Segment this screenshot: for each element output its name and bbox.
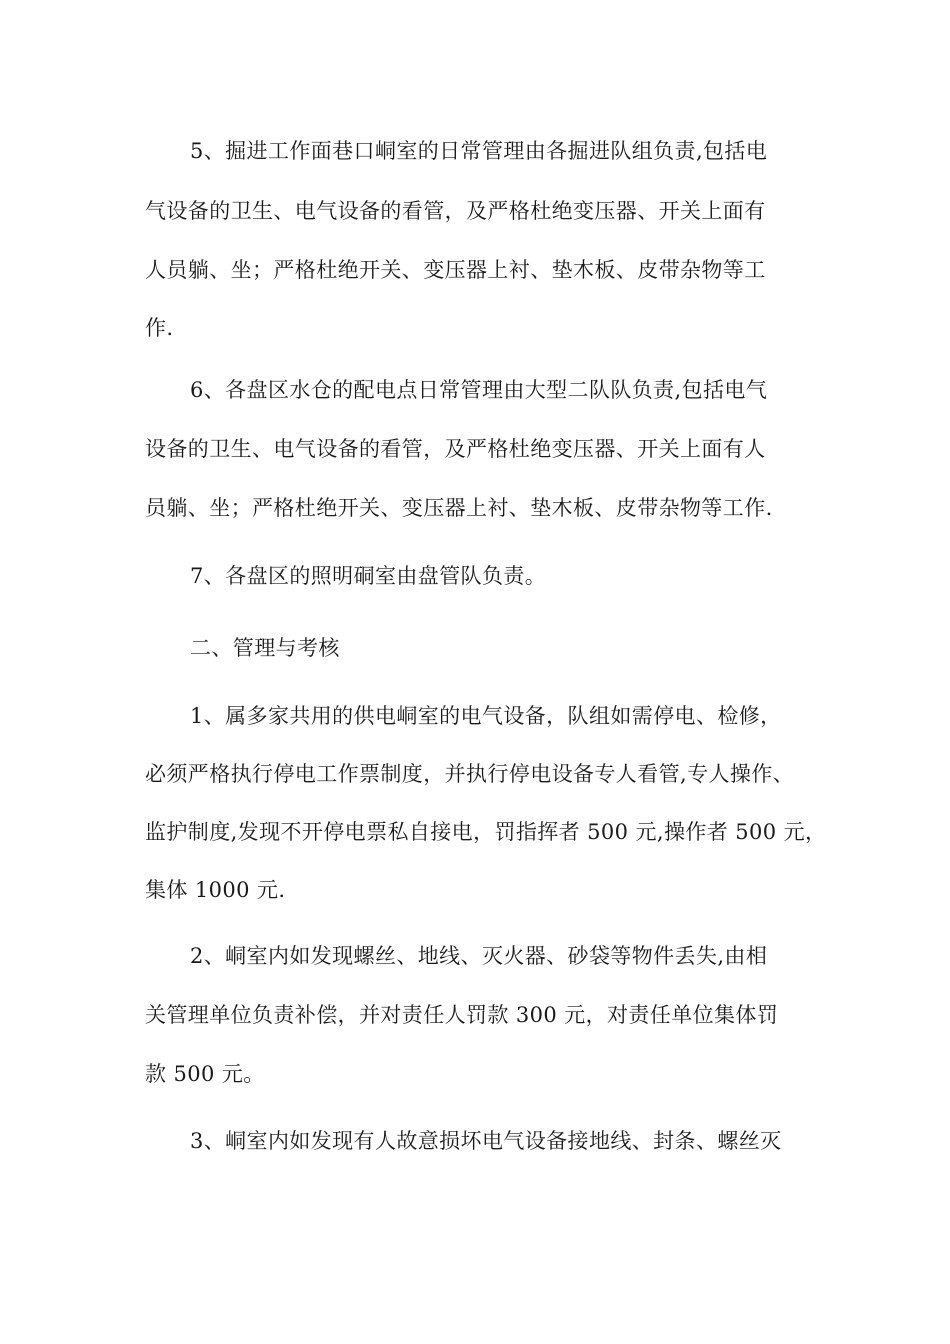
paragraph-5-line-2: 气设备的卫生、电气设备的看管，及严格杜绝变压器、开关上面有 bbox=[145, 199, 766, 223]
paragraph-7-line-1: 7、各盘区的照明硐室由盘管队负责。 bbox=[190, 564, 547, 588]
paragraph-5-line-1: 5、掘进工作面巷口峒室的日常管理由各掘进队组负责,包括电 bbox=[190, 139, 768, 163]
item-1-line-1: 1、属多家共用的供电峒室的电气设备，队组如需停电、检修， bbox=[190, 704, 782, 728]
paragraph-5-line-4: 作. bbox=[145, 316, 174, 340]
item-2-line-3: 款 500 元。 bbox=[145, 1062, 265, 1086]
item-3-line-1: 3、峒室内如发现有人故意损坏电气设备接地线、封条、螺丝灭 bbox=[190, 1129, 782, 1153]
item-2-line-2: 关管理单位负责补偿，并对责任人罚款 300 元，对责任单位集体罚 bbox=[145, 1003, 779, 1027]
item-2-line-1: 2、峒室内如发现螺丝、地线、灭火器、砂袋等物件丢失,由相 bbox=[190, 944, 768, 968]
item-1-line-3: 监护制度,发现不开停电票私自接电，罚指挥者 500 元,操作者 500 元， bbox=[145, 820, 827, 844]
paragraph-6-line-3: 员躺、坐；严格杜绝开关、变压器上衬、垫木板、皮带杂物等工作. bbox=[145, 496, 773, 520]
section-heading: 二、管理与考核 bbox=[190, 636, 340, 660]
paragraph-6-line-2: 设备的卫生、电气设备的看管，及严格杜绝变压器、开关上面有人 bbox=[145, 437, 766, 461]
item-1-line-2: 必须严格执行停电工作票制度，并执行停电设备专人看管,专人操作、 bbox=[145, 762, 795, 786]
paragraph-5-line-3: 人员躺、坐；严格杜绝开关、变压器上衬、垫木板、皮带杂物等工 bbox=[145, 258, 766, 282]
paragraph-6-line-1: 6、各盘区水仓的配电点日常管理由大型二队队负责,包括电气 bbox=[190, 378, 768, 402]
item-1-line-4: 集体 1000 元. bbox=[145, 878, 286, 902]
